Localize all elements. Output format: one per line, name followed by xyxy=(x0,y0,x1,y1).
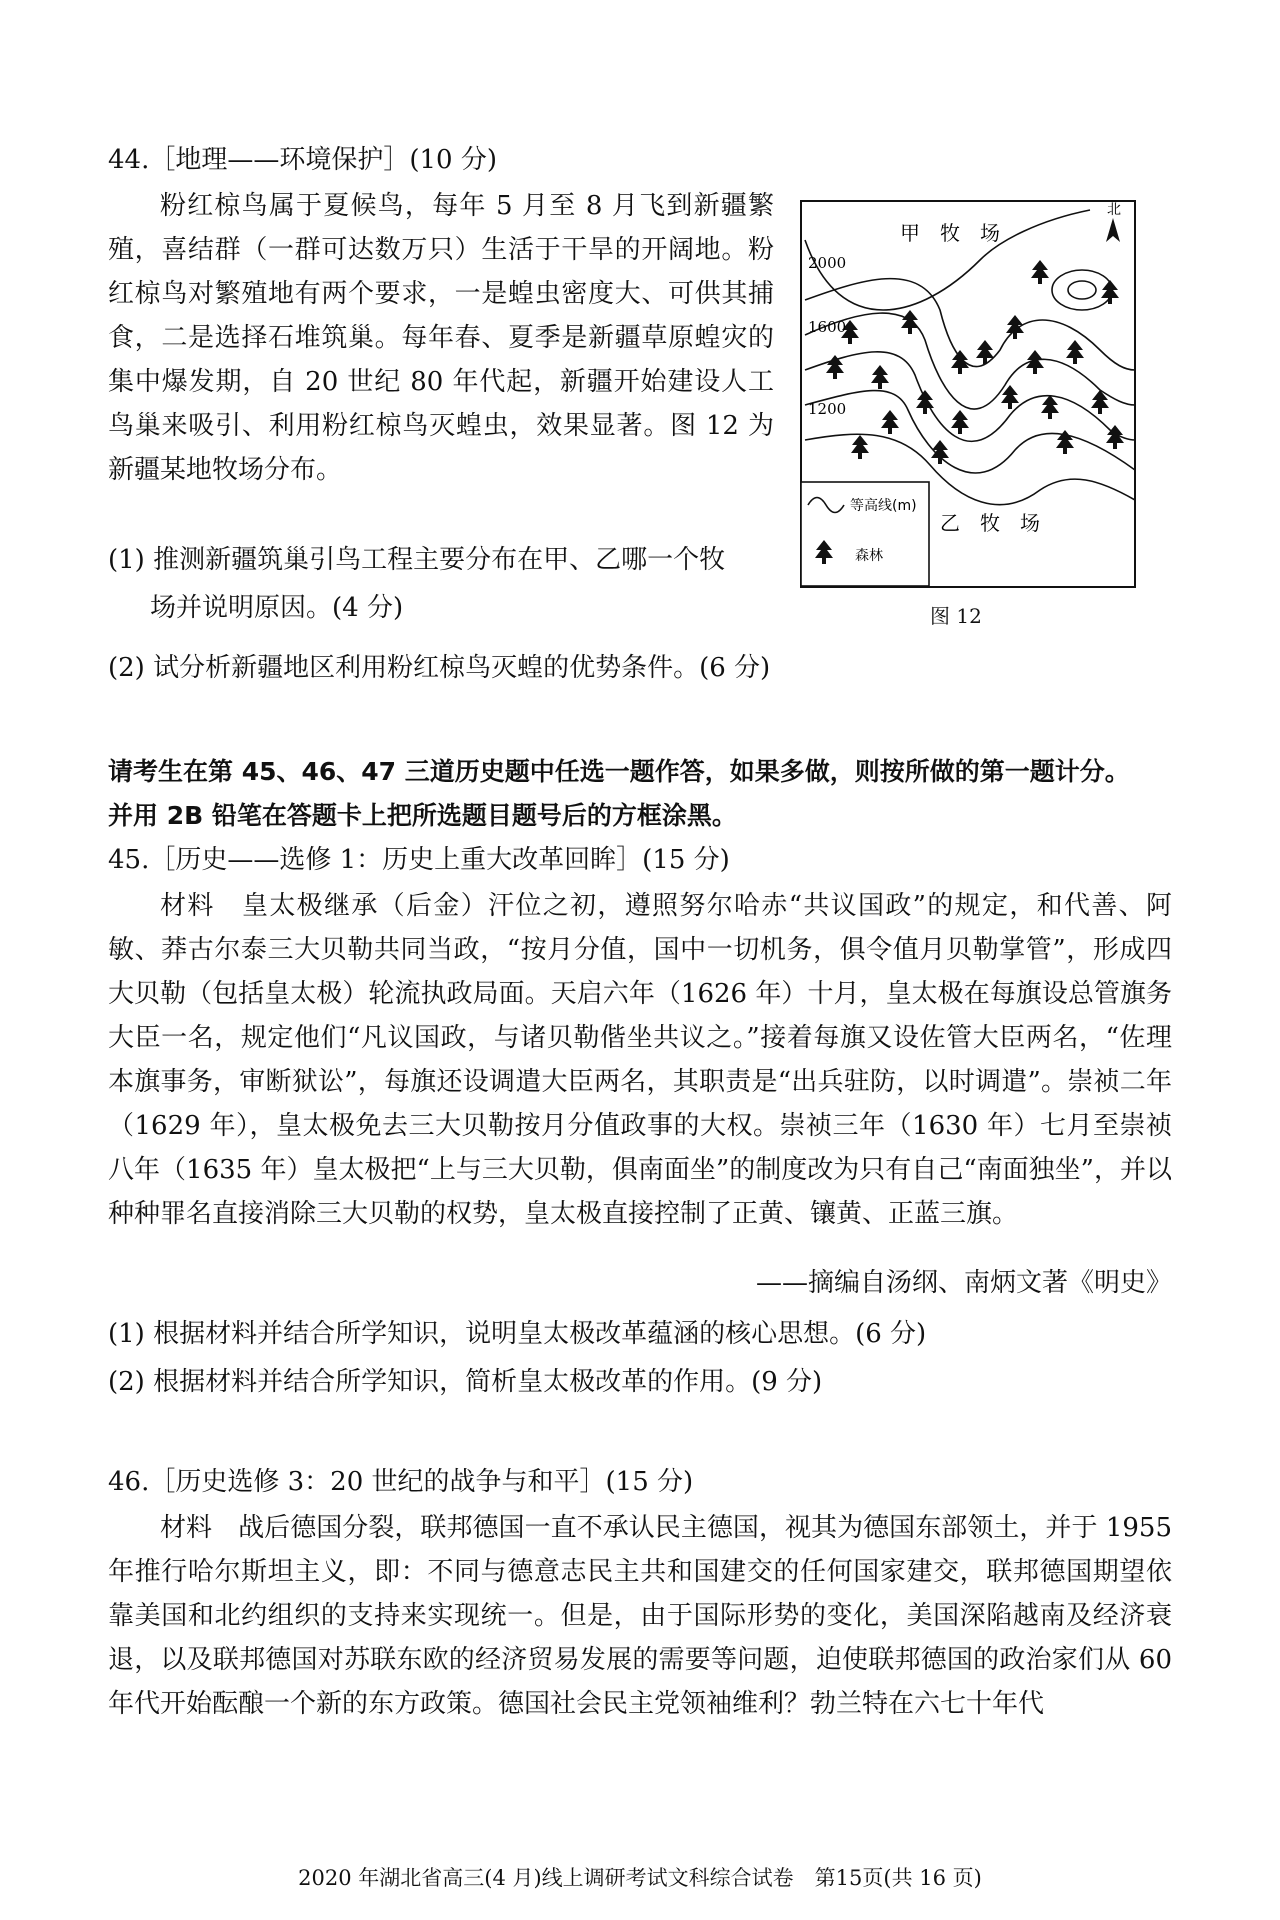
legend-forest-label: 森林 xyxy=(855,548,883,564)
q44-subquestion-2: (2) 试分析新疆地区利用粉红椋鸟灭蝗的优势条件。(6 分) xyxy=(108,653,771,683)
page-footer: 2020 年湖北省高三(4 月)线上调研考试文科综合试卷 第15页(共 16 页) xyxy=(298,1866,982,1890)
q44-title: 44.［地理——环境保护］(10 分) xyxy=(108,145,497,175)
legend-contour-label: 等高线(m) xyxy=(850,498,917,514)
q44-paragraph: 粉红椋鸟属于夏候鸟，每年 5 月至 8 月飞到新疆繁殖，喜结群（一群可达数万只）生活于干旱的开阔地。粉红椋鸟对繁殖地有两个要求，一是蝗虫密度大、可供其捕食，二是选择石堆筑巢。每年春、夏季是新疆草原蝗灾的集中爆发期，自 20 世纪 80 年代起，新疆开始建设人工鸟巢来吸引、利用粉红椋鸟灭蝗虫，效果显著。图 12 为新疆某地牧场分布。 xyxy=(108,191,774,485)
q45-subquestion-2: (2) 根据材料并结合所学知识，简析皇太极改革的作用。(9 分) xyxy=(108,1367,823,1397)
q45-source: ——摘编自汤纲、南炳文著《明史》 xyxy=(755,1268,1172,1298)
contour-label-2000: 2000 xyxy=(808,254,847,272)
pasture-yi-label: 乙 牧 场 xyxy=(940,511,1040,535)
instruction-line-1: 请考生在第 45、46、47 三道历史题中任选一题作答，如果多做，则按所做的第一题计分。 xyxy=(108,757,1130,786)
q45-material: 材料 皇太极继承（后金）汗位之初，遵照努尔哈赤“共议国政”的规定，和代善、阿敏、莽古尔泰三大贝勒共同当政，“按月分值，国中一切机务，俱令值月贝勒掌管”，形成四大贝勒（包括皇太极）轮流执政局面。天启六年（1626 年）十月，皇太极在每旗设总管旗务大臣一名，规定他们“凡议国政，与诸贝勒偕坐共议之。”接着每旗又设佐管大臣两名，“佐理本旗事务，审断狱讼”，每旗还设调遣大臣两名，其职责是“出兵驻防，以时调遣”。崇祯二年（1629 年），皇太极免去三大贝勒按月分值政事的大权。崇祯三年（1630 年）七月至崇祯八年（1635 年）皇太极把“上与三大贝勒，俱南面坐”的制度改为只有自己“南面独坐”，并以种种罪名直接消除三大贝勒的权势，皇太极直接控制了正黄、镶黄、正蓝三旗。 xyxy=(108,891,1172,1229)
q46-material: 材料 战后德国分裂，联邦德国一直不承认民主德国，视其为德国东部领土，并于 1955 年推行哈尔斯坦主义，即：不同与德意志民主共和国建交的任何国家建交，联邦德国期望依靠美国和北约组织的支持来实现统一。但是，由于国际形势的变化，美国深陷越南及经济衰退，以及联邦德国对苏联东欧的经济贸易发展的需要等问题，迫使联邦德国的政治家们从 60 年代开始酝酿一个新的东方政策。德国社会民主党领袖维利？勃兰特在六七十年代 xyxy=(108,1513,1172,1719)
q44-subquestion-1-line1: (1) 推测新疆筑巢引鸟工程主要分布在甲、乙哪一个牧 xyxy=(108,545,726,575)
north-label: 北 xyxy=(1107,202,1121,218)
figure-caption: 图 12 xyxy=(930,604,982,628)
figure-12-map xyxy=(800,200,1136,588)
contour-label-1600: 1600 xyxy=(808,318,847,336)
q46-title: 46.［历史选修 3：20 世纪的战争与和平］(15 分) xyxy=(108,1467,694,1497)
contour-label-1200: 1200 xyxy=(808,400,847,418)
pasture-jia-label: 甲 牧 场 xyxy=(900,221,1000,245)
instruction-line-2: 并用 2B 铅笔在答题卡上把所选题目题号后的方框涂黑。 xyxy=(108,801,737,830)
q45-title: 45.［历史——选修 1：历史上重大改革回眸］(15 分) xyxy=(108,845,730,875)
q45-subquestion-1: (1) 根据材料并结合所学知识，说明皇太极改革蕴涵的核心思想。(6 分) xyxy=(108,1319,927,1349)
q44-subquestion-1-line2: 场并说明原因。(4 分) xyxy=(150,593,404,623)
